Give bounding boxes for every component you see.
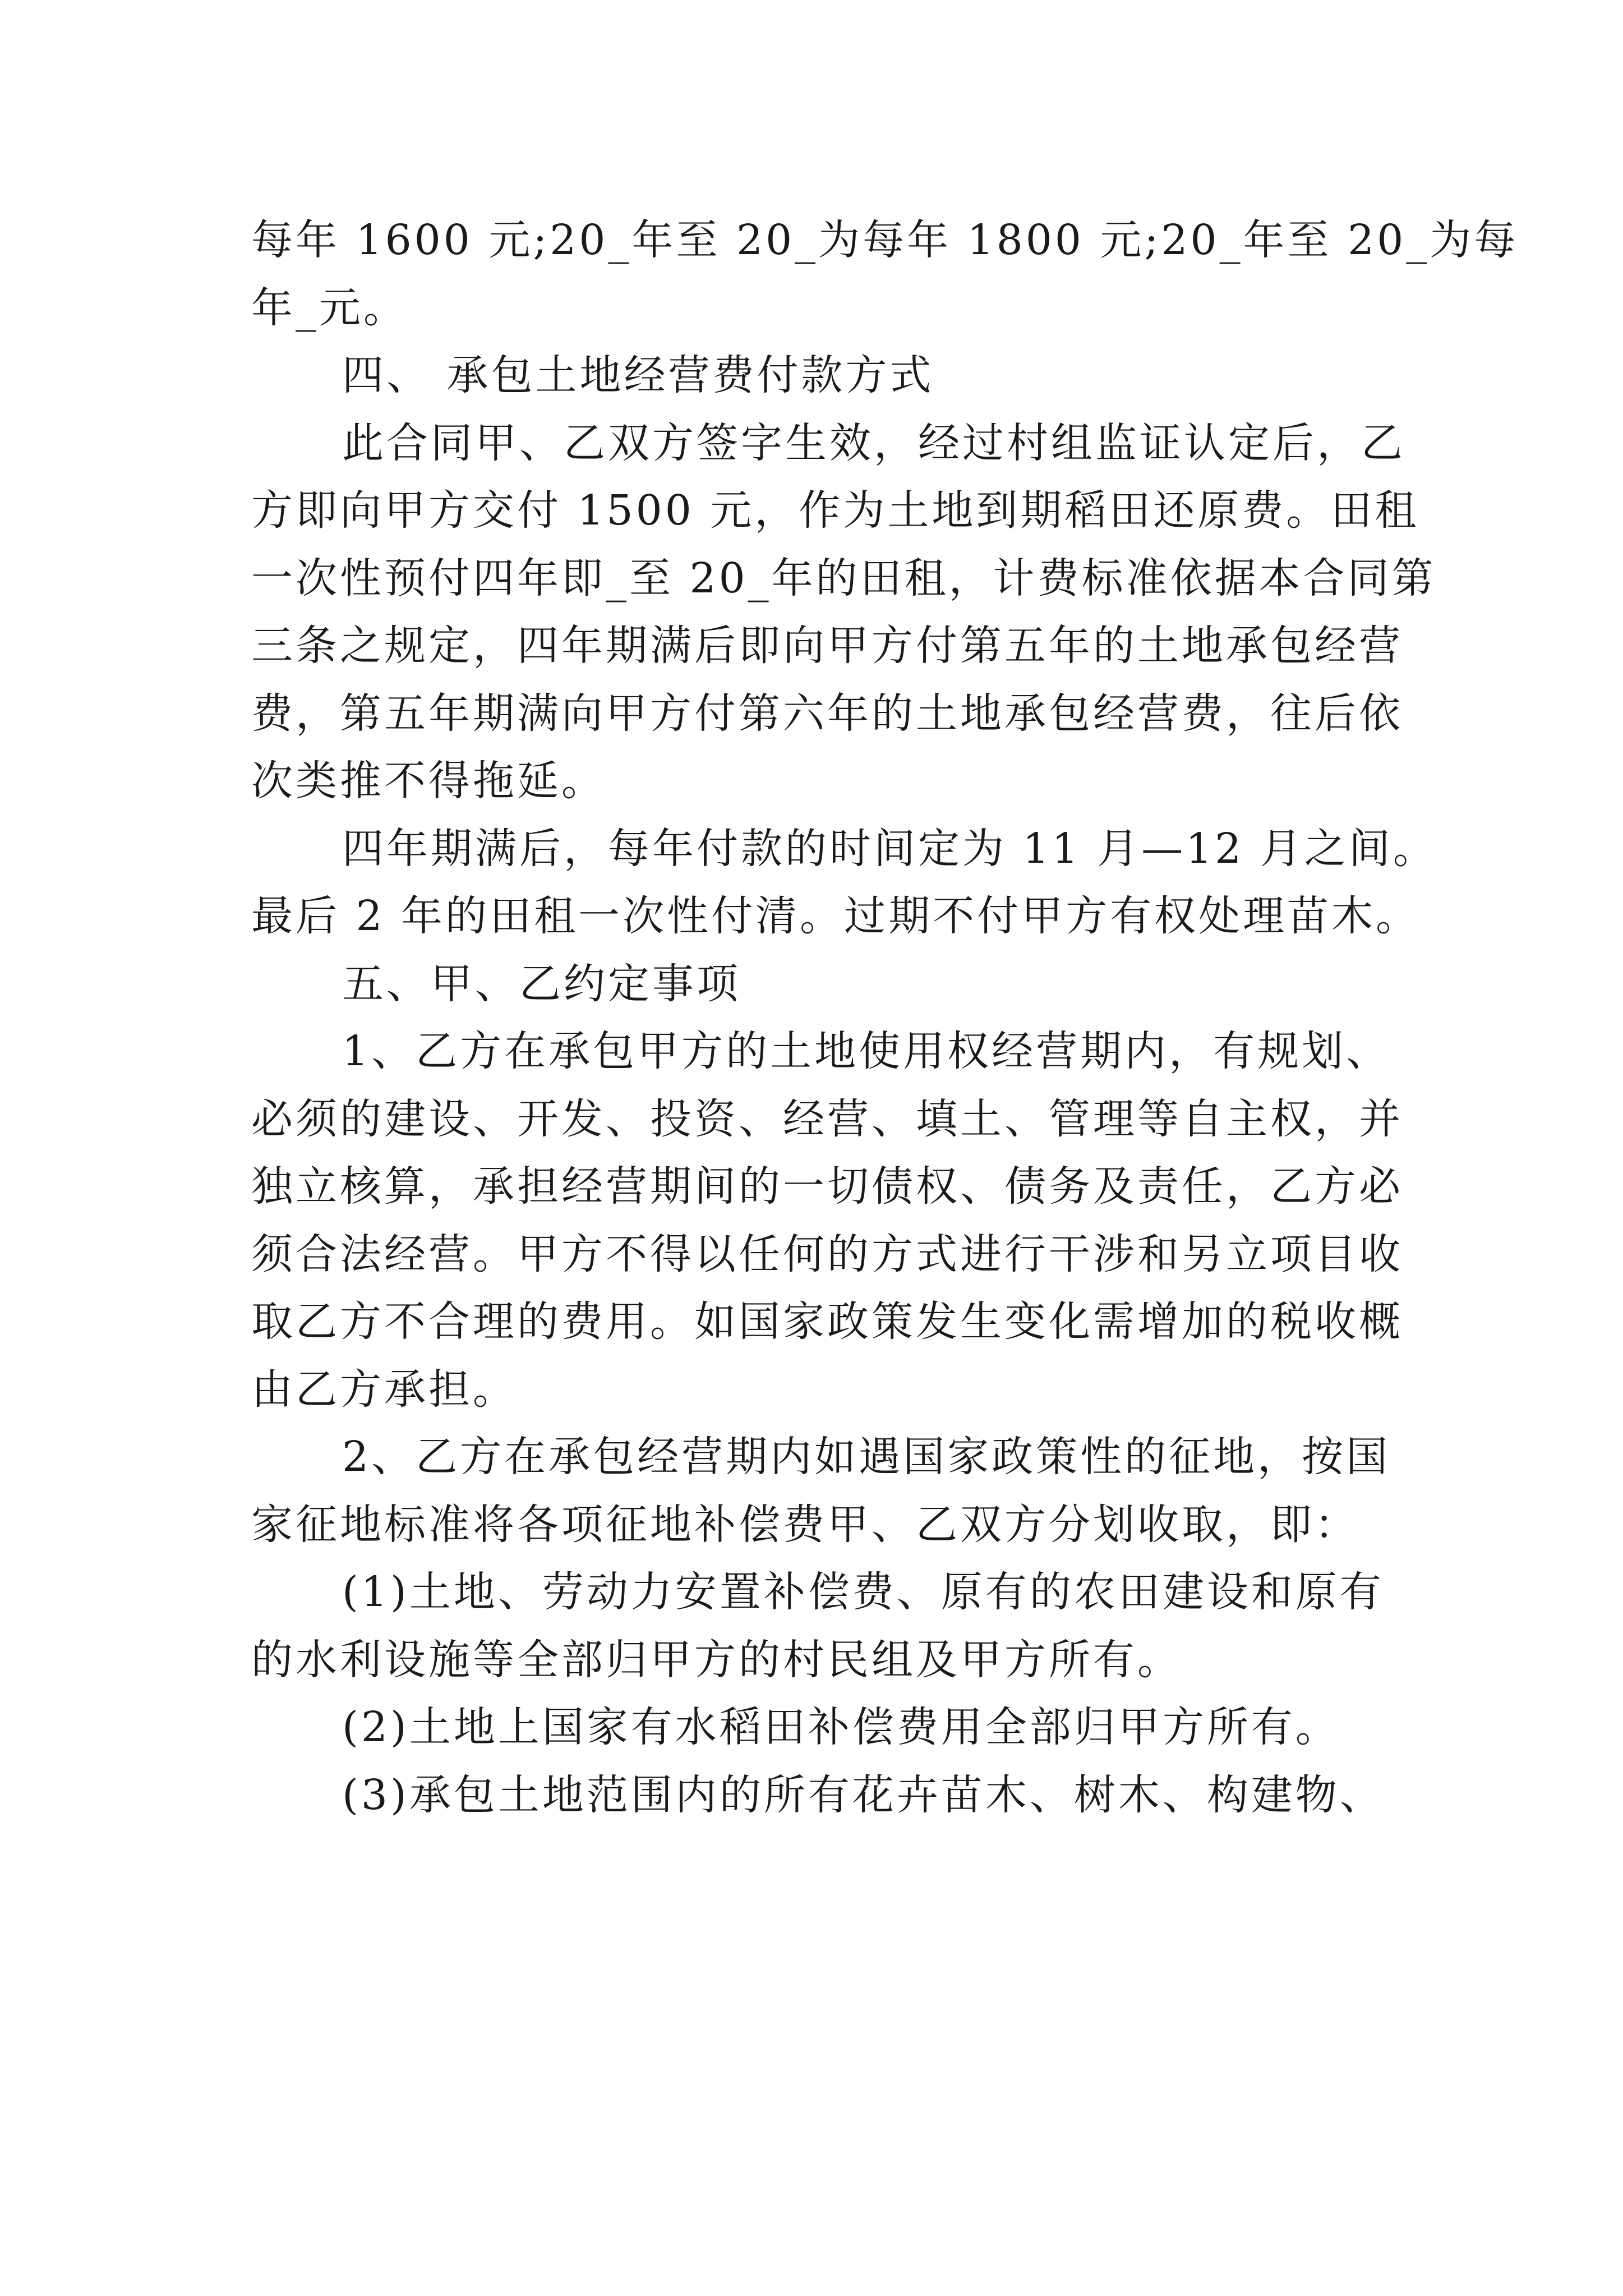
text-line: 此合同甲、乙双方签字生效，经过村组监证认定后，乙 [342,418,1405,467]
text-line: 2、乙方在承包经营期内如遇国家政策性的征地，按国 [342,1433,1391,1481]
section-heading: 五、甲、乙约定事项 [342,959,741,1008]
document-body [251,206,1519,1829]
section-heading: 四、 承包土地经营费付款方式 [342,351,934,399]
text-line: 独立核算，承担经营期间的一切债权、债务及责任，乙方必 [251,1162,1403,1211]
text-line: 次类推不得拖延。 [251,757,606,805]
text-line: 家征地标准将各项征地补偿费甲、乙双方分划收取，即： [251,1500,1359,1549]
text-line: 最后 2 年的田租一次性付清。过期不付甲方有权处理苗木。 [251,892,1421,940]
text-line: 每年 1600 元;20_年至 20_为每年 1800 元;20_年至 20_为每 [251,216,1519,264]
text-line: (2)土地上国家有水稻田补偿费用全部归甲方所有。 [342,1703,1340,1751]
text-line: 必须的建设、开发、投资、经营、填土、管理等自主权，并 [251,1094,1403,1143]
paragraph-item-1 [251,1018,1403,1423]
text-line: 方即向甲方交付 1500 元，作为土地到期稻田还原费。田租 [251,486,1419,535]
text-line: 四年期满后，每年付款的时间定为 11 月—12 月之间。 [342,824,1437,873]
text-line: (1)土地、劳动力安置补偿费、原有的农田建设和原有 [342,1568,1384,1616]
text-line: 1、乙方在承包甲方的土地使用权经营期内，有规划、 [342,1027,1391,1075]
text-line: 由乙方承担。 [251,1365,517,1414]
paragraph-subitem-2 [251,1694,1382,1761]
text-line: 一次性预付四年即_至 20_年的田租，计费标准依据本合同第 [251,554,1436,602]
text-line: 三条之规定，四年期满后即向甲方付第五年的土地承包经营 [251,622,1403,670]
text-line: 须合法经营。甲方不得以任何的方式进行干涉和另立项目收 [251,1230,1403,1278]
text-line: 年_元。 [251,283,408,332]
text-line: 取乙方不合理的费用。如国家政策发生变化需增加的税收概 [251,1297,1403,1346]
paragraph-payment-terms [251,409,1436,815]
text-line: (3)承包土地范围内的所有花卉苗木、树木、构建物、 [342,1770,1384,1819]
paragraph-payment-timing [251,815,1437,950]
text-line: 的水利设施等全部归甲方的村民组及甲方所有。 [251,1635,1182,1684]
section-heading-payment-method [251,342,1382,409]
paragraph-item-2 [251,1423,1391,1558]
paragraph-subitem-3 [251,1761,1382,1829]
section-heading-agreed-matters [251,950,1382,1018]
paragraph-rent-schedule-continued [251,206,1519,342]
paragraph-subitem-1 [251,1558,1382,1694]
text-line: 费，第五年期满向甲方付第六年的土地承包经营费，往后依 [251,689,1403,738]
